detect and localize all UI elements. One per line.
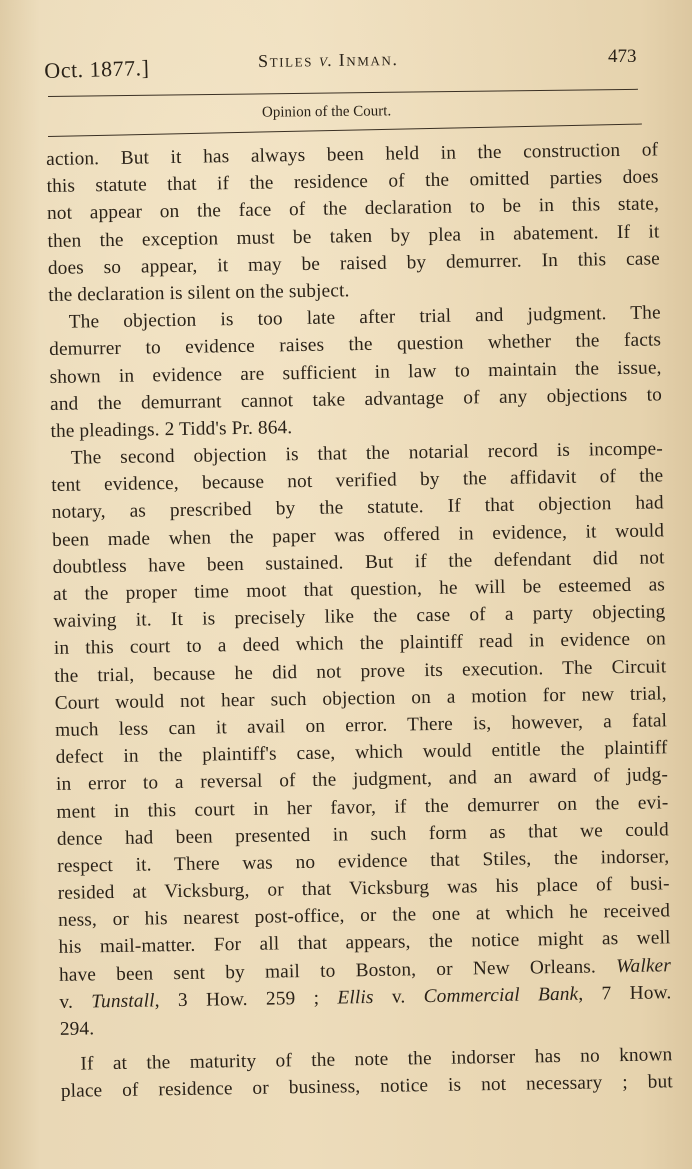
citation-v-2: v. xyxy=(391,986,406,1008)
text-line: defect in the plaintiff's case, which would entitle the plaintiff xyxy=(55,737,668,769)
header-rule-bottom xyxy=(48,124,642,137)
text-line: notary, as prescribed by the statute. If that objection had xyxy=(51,492,664,524)
section-label: Opinion of the Court. xyxy=(261,103,392,121)
text-line: action. But it has always been held in the construction of xyxy=(46,139,659,170)
text-line: in error to a reversal of the judgment, and an award of judg- xyxy=(55,764,669,796)
text-line: respect it. There was no evidence that Stiles, the indorser, xyxy=(57,846,670,877)
case-title-plaintiff: Stiles xyxy=(257,50,314,71)
text-line: much less can it avail on error. There is, however, a fatal xyxy=(55,710,668,741)
text-line: his mail-matter. For all that appears, the notice might as well xyxy=(58,927,671,959)
text-line: ment in this court in her favor, if the demurrer on the evi- xyxy=(56,791,669,823)
text-line: the trial, because he did not prove its execution. The Circuit xyxy=(54,655,667,687)
text-line: ness, or his nearest post-office, or the one at which he received xyxy=(58,900,671,932)
citation-tunstall: Tunstall xyxy=(91,990,155,1013)
citation-commercial-bank: Commercial Bank xyxy=(423,983,579,1007)
text-line: The second objection is that the notarial record is incompe- xyxy=(70,438,663,469)
text-line: place of residence or business, notice is not necessary ; but xyxy=(60,1071,673,1103)
text-line: The objection is too late after trial and judgment. The xyxy=(68,302,661,333)
text-line: demurrer to evidence raises the question whether the facts xyxy=(49,329,662,361)
case-title xyxy=(258,49,399,72)
citation-ellis: Ellis xyxy=(337,986,374,1009)
citation-how-1: , 3 How. 259 ; xyxy=(154,987,320,1012)
opinion-text xyxy=(46,136,673,1103)
text-line: this statute that if the residence of the omitted parties does xyxy=(46,166,659,198)
text-line: and the demurrant cannot take advantage of any objections to xyxy=(49,384,663,415)
text-line: resided at Vicksburg, or that Vicksburg was his place of busi- xyxy=(57,873,670,904)
text-line: dence had been presented in such form as that we could xyxy=(56,818,669,850)
text-line: If at the maturity of the note the indorser has no known xyxy=(80,1044,673,1075)
citation-line-3: 294. xyxy=(59,1018,95,1040)
text-line: the pleadings. 2 Tidd's Pr. 864. xyxy=(50,417,293,442)
header-rule-top xyxy=(48,89,638,97)
text-line: then the exception must be taken by plea in abatement. If it xyxy=(47,220,660,252)
text-line: been made when the paper was offered in evidence, it would xyxy=(52,519,665,551)
text-line: does so appear, it may be raised by demurrer. In this case xyxy=(47,248,661,279)
citation-how-2: , 7 How. xyxy=(578,982,672,1005)
text-line: tent evidence, because not verified by the affidavit of the xyxy=(51,465,664,497)
text-line: at the proper time moot that question, he will be esteemed as xyxy=(52,574,666,605)
text-line: waiving it. It is precisely like the case of a party objecting xyxy=(53,601,666,633)
text-line: Court would not hear such objection on a motion for new trial, xyxy=(54,683,667,714)
text-line: in this court to a deed which the plaintiff read in evidence on xyxy=(53,628,666,660)
case-title-defendant: Inman. xyxy=(338,49,399,70)
running-header xyxy=(0,0,692,130)
text-line: shown in evidence are sufficient in law to maintain the issue, xyxy=(49,356,662,388)
text-line: doubtless have been sustained. But if the defendant did not xyxy=(52,547,665,578)
text-line: not appear on the face of the declaration to be in this state, xyxy=(46,193,660,225)
citation-lead: have been sent by mail to Boston, or New Orleans. xyxy=(58,956,597,986)
case-title-versus: v. xyxy=(318,49,333,71)
page-number: 473 xyxy=(608,46,637,67)
citation-walker: Walker xyxy=(615,954,672,977)
term-date: Oct. 1877.] xyxy=(44,55,150,83)
citation-v-1: v. xyxy=(59,991,74,1013)
text-line: the declaration is silent on the subject. xyxy=(48,280,350,306)
